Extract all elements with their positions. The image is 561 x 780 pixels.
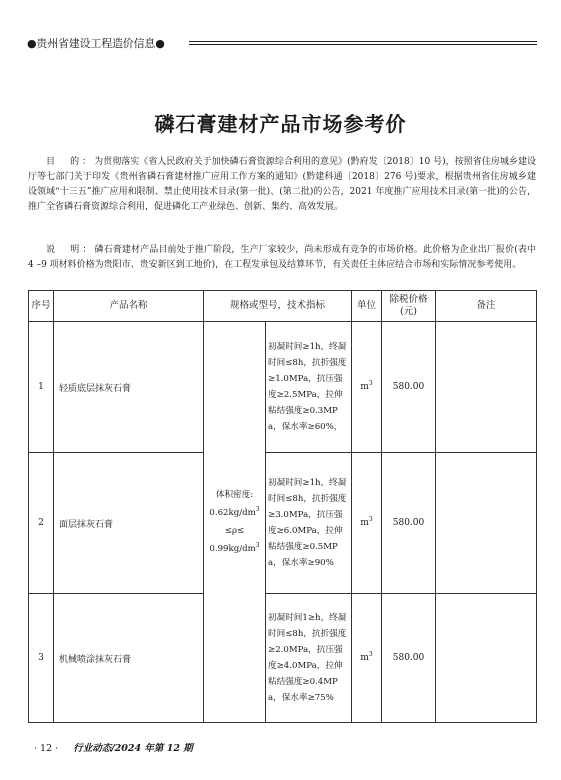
cell-price: 580.00 xyxy=(382,453,436,594)
density-line: $0.99kg/dm^3$ xyxy=(209,542,260,554)
col-header-price: 除税价格(元) xyxy=(382,291,436,322)
note-text: 磷石膏建材产品目前处于推广阶段，生产厂家较少，尚未形成有竞争的市场价格。此价格为企业出厂报价(表中 4 –9 项材料价格为贵阳市、贵安新区到工地价)，在工程发承包及结算环节，有关责任主体应结合市场和实际情况参考使用。 xyxy=(28,245,536,270)
cell-unit: $m^3$ xyxy=(352,453,382,594)
cell-density xyxy=(204,322,266,723)
cell-spec: 初凝时间≥1h，终凝时间≤8h，抗折强度≥3.0MPa，抗压强度≥6.0MPa，拉伸粘结强度≥0.5MPa，保水率≥90% xyxy=(266,453,352,594)
density-line: 体积密度: xyxy=(215,490,254,500)
col-header-unit: 单位 xyxy=(352,291,382,322)
density-line: $0.62kg/dm^3$ xyxy=(209,506,260,518)
cell-remark xyxy=(436,594,537,723)
article-title: 磷石膏建材产品市场参考价 xyxy=(154,112,407,136)
purpose-paragraph xyxy=(28,155,536,215)
page-footer xyxy=(34,740,193,754)
col-header-name: 产品名称 xyxy=(54,291,204,322)
cell-name: 面层抹灰石膏 xyxy=(54,453,204,594)
page-number: · 12 · xyxy=(34,743,59,754)
magazine-issue: 行业动态/2024 年第 12 期 xyxy=(73,743,193,754)
cell-seq: 1 xyxy=(29,322,54,453)
note-paragraph xyxy=(28,243,536,273)
cell-name: 机械喷涂抹灰石膏 xyxy=(54,594,204,723)
table-header-row xyxy=(29,291,537,322)
note-label: 说 明： xyxy=(46,245,95,255)
col-header-remark: 备注 xyxy=(436,291,537,322)
price-table xyxy=(28,290,537,723)
col-header-seq: 序号 xyxy=(29,291,54,322)
cell-remark xyxy=(436,322,537,453)
cell-price: 580.00 xyxy=(382,322,436,453)
col-header-spec: 规格或型号，技术指标 xyxy=(204,291,352,322)
cell-unit: $m^3$ xyxy=(352,322,382,453)
cell-price: 580.00 xyxy=(382,594,436,723)
purpose-label: 目 的： xyxy=(46,157,95,167)
table-row xyxy=(29,453,537,594)
cell-spec: 初凝时间≥1h，终凝时间≤8h，抗折强度≥1.0MPa，抗压强度≥2.5MPa，拉伸粘结强度≥0.3MPa，保水率≥60%， xyxy=(266,322,352,453)
header-text: ●贵州省建设工程造价信息● xyxy=(27,37,165,50)
purpose-text: 为贯彻落实《省人民政府关于加快磷石膏资源综合利用的意见》(黔府发〔2018〕10 号)，按照省住房城乡建设厅等七部门关于印发《贵州省磷石膏建材推广应用工作方案的通知》(黔建科通〔2018〕276 号)要求，根据贵州省住房城乡建设领域“十三五”推广应用和限制、禁止使用技术目录(第一批)、(第二批)的公告，2021 年度推广应用技术目录(第一批)的公告，推广全省磷石膏资源综合利用，促进磷化工产业绿色、创新、集约、高效发展。 xyxy=(28,157,536,212)
density-line: ≤ρ≤ xyxy=(224,526,245,536)
table-row xyxy=(29,594,537,723)
running-header xyxy=(27,36,537,52)
cell-seq: 2 xyxy=(29,453,54,594)
cell-unit: $m^3$ xyxy=(352,594,382,723)
table-row xyxy=(29,322,537,453)
cell-name: 轻质底层抹灰石膏 xyxy=(54,322,204,453)
cell-seq: 3 xyxy=(29,594,54,723)
cell-spec: 初凝时间1≥h，终凝时间≤8h，抗折强度≥2.0MPa，抗压强度≥4.0MPa，拉伸粘结强度≥0.4MPa，保水率≥75% xyxy=(266,594,352,723)
header-double-rule xyxy=(189,41,537,45)
cell-remark xyxy=(436,453,537,594)
